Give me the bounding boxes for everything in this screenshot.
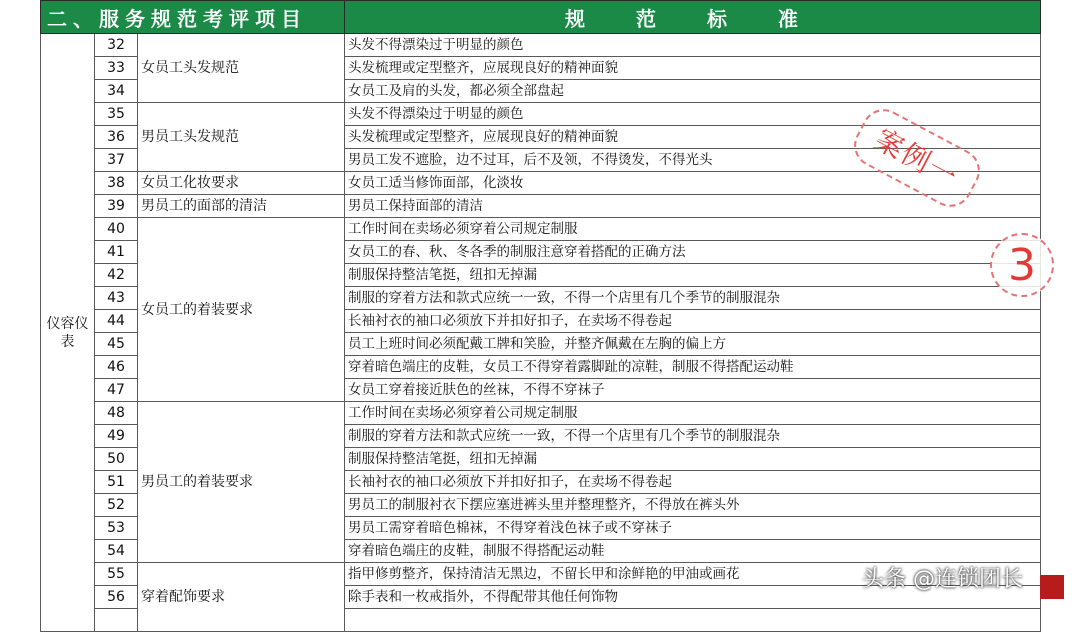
standard-cell: 头发梳理或定型整齐，应展现良好的精神面貌 [345, 57, 1041, 80]
row-number: 55 [95, 563, 138, 586]
row-number: 44 [95, 310, 138, 333]
row-number: 53 [95, 517, 138, 540]
watermark: 头条 @连锁团长 [862, 567, 1023, 592]
standard-cell [345, 609, 1041, 632]
row-number: 36 [95, 126, 138, 149]
standard-cell: 制服的穿着方法和款式应统一一致，不得一个店里有几个季节的制服混杂 [345, 425, 1041, 448]
row-number: 37 [95, 149, 138, 172]
standard-cell: 员工上班时间必须配戴工牌和笑脸，并整齐佩戴在左胸的偏上方 [345, 333, 1041, 356]
standard-cell: 女员工适当修饰面部，化淡妆 [345, 172, 1041, 195]
item-cell: 男员工的着装要求 [138, 402, 345, 563]
row-number: 50 [95, 448, 138, 471]
standard-cell: 女员工穿着接近肤色的丝袜，不得不穿袜子 [345, 379, 1041, 402]
evaluation-table-wrapper [40, 0, 1040, 608]
row-number: 56 [95, 586, 138, 609]
standard-cell: 制服保持整洁笔挺，纽扣无掉漏 [345, 264, 1041, 287]
row-number: 41 [95, 241, 138, 264]
row-number: 47 [95, 379, 138, 402]
row-number: 32 [95, 34, 138, 57]
item-cell: 女员工头发规范 [138, 34, 345, 103]
row-number: 35 [95, 103, 138, 126]
table-row [41, 195, 1041, 218]
page-number-circle: 3 [990, 233, 1054, 297]
standard-cell: 穿着暗色端庄的皮鞋，制服不得搭配运动鞋 [345, 540, 1041, 563]
row-number: 52 [95, 494, 138, 517]
standard-cell: 男员工需穿着暗色棉袜，不得穿着浅色袜子或不穿袜子 [345, 517, 1041, 540]
standard-cell: 女员工及肩的头发，都必须全部盘起 [345, 80, 1041, 103]
row-number: 34 [95, 80, 138, 103]
corner-logo-mark [1040, 575, 1064, 599]
standard-cell: 制服的穿着方法和款式应统一一致，不得一个店里有几个季节的制服混杂 [345, 287, 1041, 310]
row-number: 45 [95, 333, 138, 356]
item-cell: 男员工头发规范 [138, 103, 345, 172]
standard-cell: 长袖衬衣的袖口必须放下并扣好扣子，在卖场不得卷起 [345, 471, 1041, 494]
row-number: 54 [95, 540, 138, 563]
row-number: 38 [95, 172, 138, 195]
standard-cell: 头发不得漂染过于明显的颜色 [345, 34, 1041, 57]
row-number: 51 [95, 471, 138, 494]
table-row [41, 34, 1041, 57]
header-right-title: 规 范 标 准 [345, 1, 1041, 34]
row-number: 33 [95, 57, 138, 80]
standard-cell: 头发不得漂染过于明显的颜色 [345, 103, 1041, 126]
evaluation-table [40, 0, 1041, 632]
row-number: 46 [95, 356, 138, 379]
row-number: 42 [95, 264, 138, 287]
row-number: 40 [95, 218, 138, 241]
row-number [95, 609, 138, 632]
standard-cell: 长袖衬衣的袖口必须放下并扣好扣子，在卖场不得卷起 [345, 310, 1041, 333]
row-number: 43 [95, 287, 138, 310]
row-number: 48 [95, 402, 138, 425]
header-left-title: 二、服务规范考评项目 [41, 1, 345, 34]
row-number: 39 [95, 195, 138, 218]
standard-cell: 穿着暗色端庄的皮鞋，女员工不得穿着露脚趾的凉鞋，制服不得搭配运动鞋 [345, 356, 1041, 379]
standard-cell: 男员工的制服衬衣下摆应塞进裤头里并整理整齐，不得放在裤头外 [345, 494, 1041, 517]
item-cell: 女员工化妆要求 [138, 172, 345, 195]
standard-cell: 女员工的春、秋、冬各季的制服注意穿着搭配的正确方法 [345, 241, 1041, 264]
table-row [41, 402, 1041, 425]
item-cell: 穿着配饰要求 [138, 563, 345, 632]
row-number: 49 [95, 425, 138, 448]
standard-cell: 指甲修剪整齐，保持清洁无黑边，不留长甲和涂鲜艳的甲油或画花 [345, 563, 1041, 586]
standard-cell: 工作时间在卖场必须穿着公司规定制服 [345, 402, 1041, 425]
table-header-row [41, 1, 1041, 34]
standard-cell: 头发梳理或定型整齐，应展现良好的精神面貌 [345, 126, 1041, 149]
item-cell: 男员工的面部的清洁 [138, 195, 345, 218]
category-cell: 仪容仪表 [41, 34, 95, 632]
case-stamp: 案例一 [846, 101, 987, 214]
standard-cell: 男员工保持面部的清洁 [345, 195, 1041, 218]
standard-cell: 男员工发不遮脸，边不过耳，后不及领，不得烫发，不得光头 [345, 149, 1041, 172]
item-cell: 女员工的着装要求 [138, 218, 345, 402]
standard-cell: 制服保持整洁笔挺，纽扣无掉漏 [345, 448, 1041, 471]
standard-cell: 工作时间在卖场必须穿着公司规定制服 [345, 218, 1041, 241]
standard-cell: 除手表和一枚戒指外，不得配带其他任何饰物 [345, 586, 1041, 609]
table-row [41, 218, 1041, 241]
